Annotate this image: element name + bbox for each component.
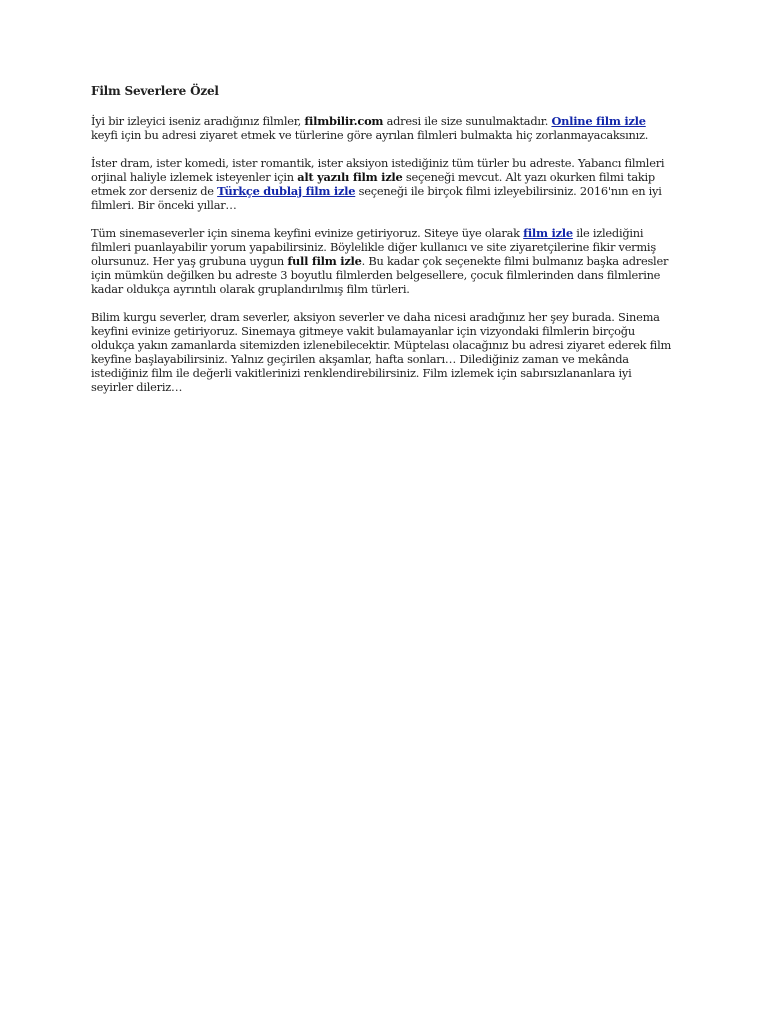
paragraph-4	[91, 310, 673, 394]
site-name: filmbilir.com	[304, 114, 384, 128]
text: Tüm sinemaseverler için sinema keyfini evinize getiriyoruz. Siteye üye olarak	[91, 226, 524, 240]
bold-phrase: full film izle	[287, 254, 362, 268]
text: İster dram, ister komedi, ister romantik, ister aksiyon istediğiniz tüm türler bu adreste. Yabancı filmleri orjinal haliyle izlemek isteyenler için	[91, 156, 665, 184]
text: ile izlediğini filmleri puanlayabilir yorum yapabilirsiniz. Böylelikle diğer kullanıcı ve site ziyaretçilerine fikir vermiş olursunuz. Her yaş grubuna uygun	[91, 226, 656, 268]
paragraph-2	[91, 156, 673, 212]
document-title: Film Severlere Özel	[91, 84, 219, 98]
text: . Bu kadar çok seçenekte filmi bulmanız başka adresler için mümkün değilken bu adreste 3 boyutlu filmlerden belgesellere, çocuk filmlerinden dans filmlerine kadar oldukça ayrıntılı olarak gruplandırılmış film türleri.	[91, 254, 669, 296]
text: seçeneği mevcut. Alt yazı okurken filmi takip etmek zor derseniz de	[91, 170, 655, 198]
paragraph-1	[91, 114, 673, 142]
bold-phrase: alt yazılı film izle	[297, 170, 403, 184]
film-izle-link[interactable]: film izle	[523, 226, 573, 240]
online-film-izle-link[interactable]: Online film izle	[551, 114, 646, 128]
text: adresi ile size sunulmaktadır.	[383, 114, 552, 128]
text: keyfi için bu adresi ziyaret etmek ve türlerine göre ayrılan filmleri bulmakta hiç zorlanmayacaksınız.	[91, 128, 649, 142]
paragraph-3	[91, 226, 673, 296]
text: seçeneği ile birçok filmi izleyebilirsiniz. 2016'nın en iyi filmleri. Bir önceki yıllar…	[91, 184, 662, 212]
document-page	[91, 84, 673, 408]
text: Bilim kurgu severler, dram severler, aksiyon severler ve daha nicesi aradığınız her şey burada. Sinema keyfini evinize getiriyoruz. Sinemaya gitmeye vakit bulamayanlar için vizyondaki filmlerin birçoğu oldukça yakın zamanlarda sitemizden izlenebilecektir. Müptelası olacağınız bu adresi ziyaret ederek film keyfine başlayabilirsiniz. Yalnız geçirilen akşamlar, hafta sonları… Dilediğiniz zaman ve mekânda istediğiniz film ile değerli vakitlerinizi renklendirebilirsiniz. Film izlemek için sabırsızlananlara iyi seyirler dileriz…	[91, 310, 672, 394]
turkce-dublaj-film-izle-link[interactable]: Türkçe dublaj film izle	[217, 184, 356, 198]
text: İyi bir izleyici iseniz aradığınız filmler,	[91, 114, 305, 128]
